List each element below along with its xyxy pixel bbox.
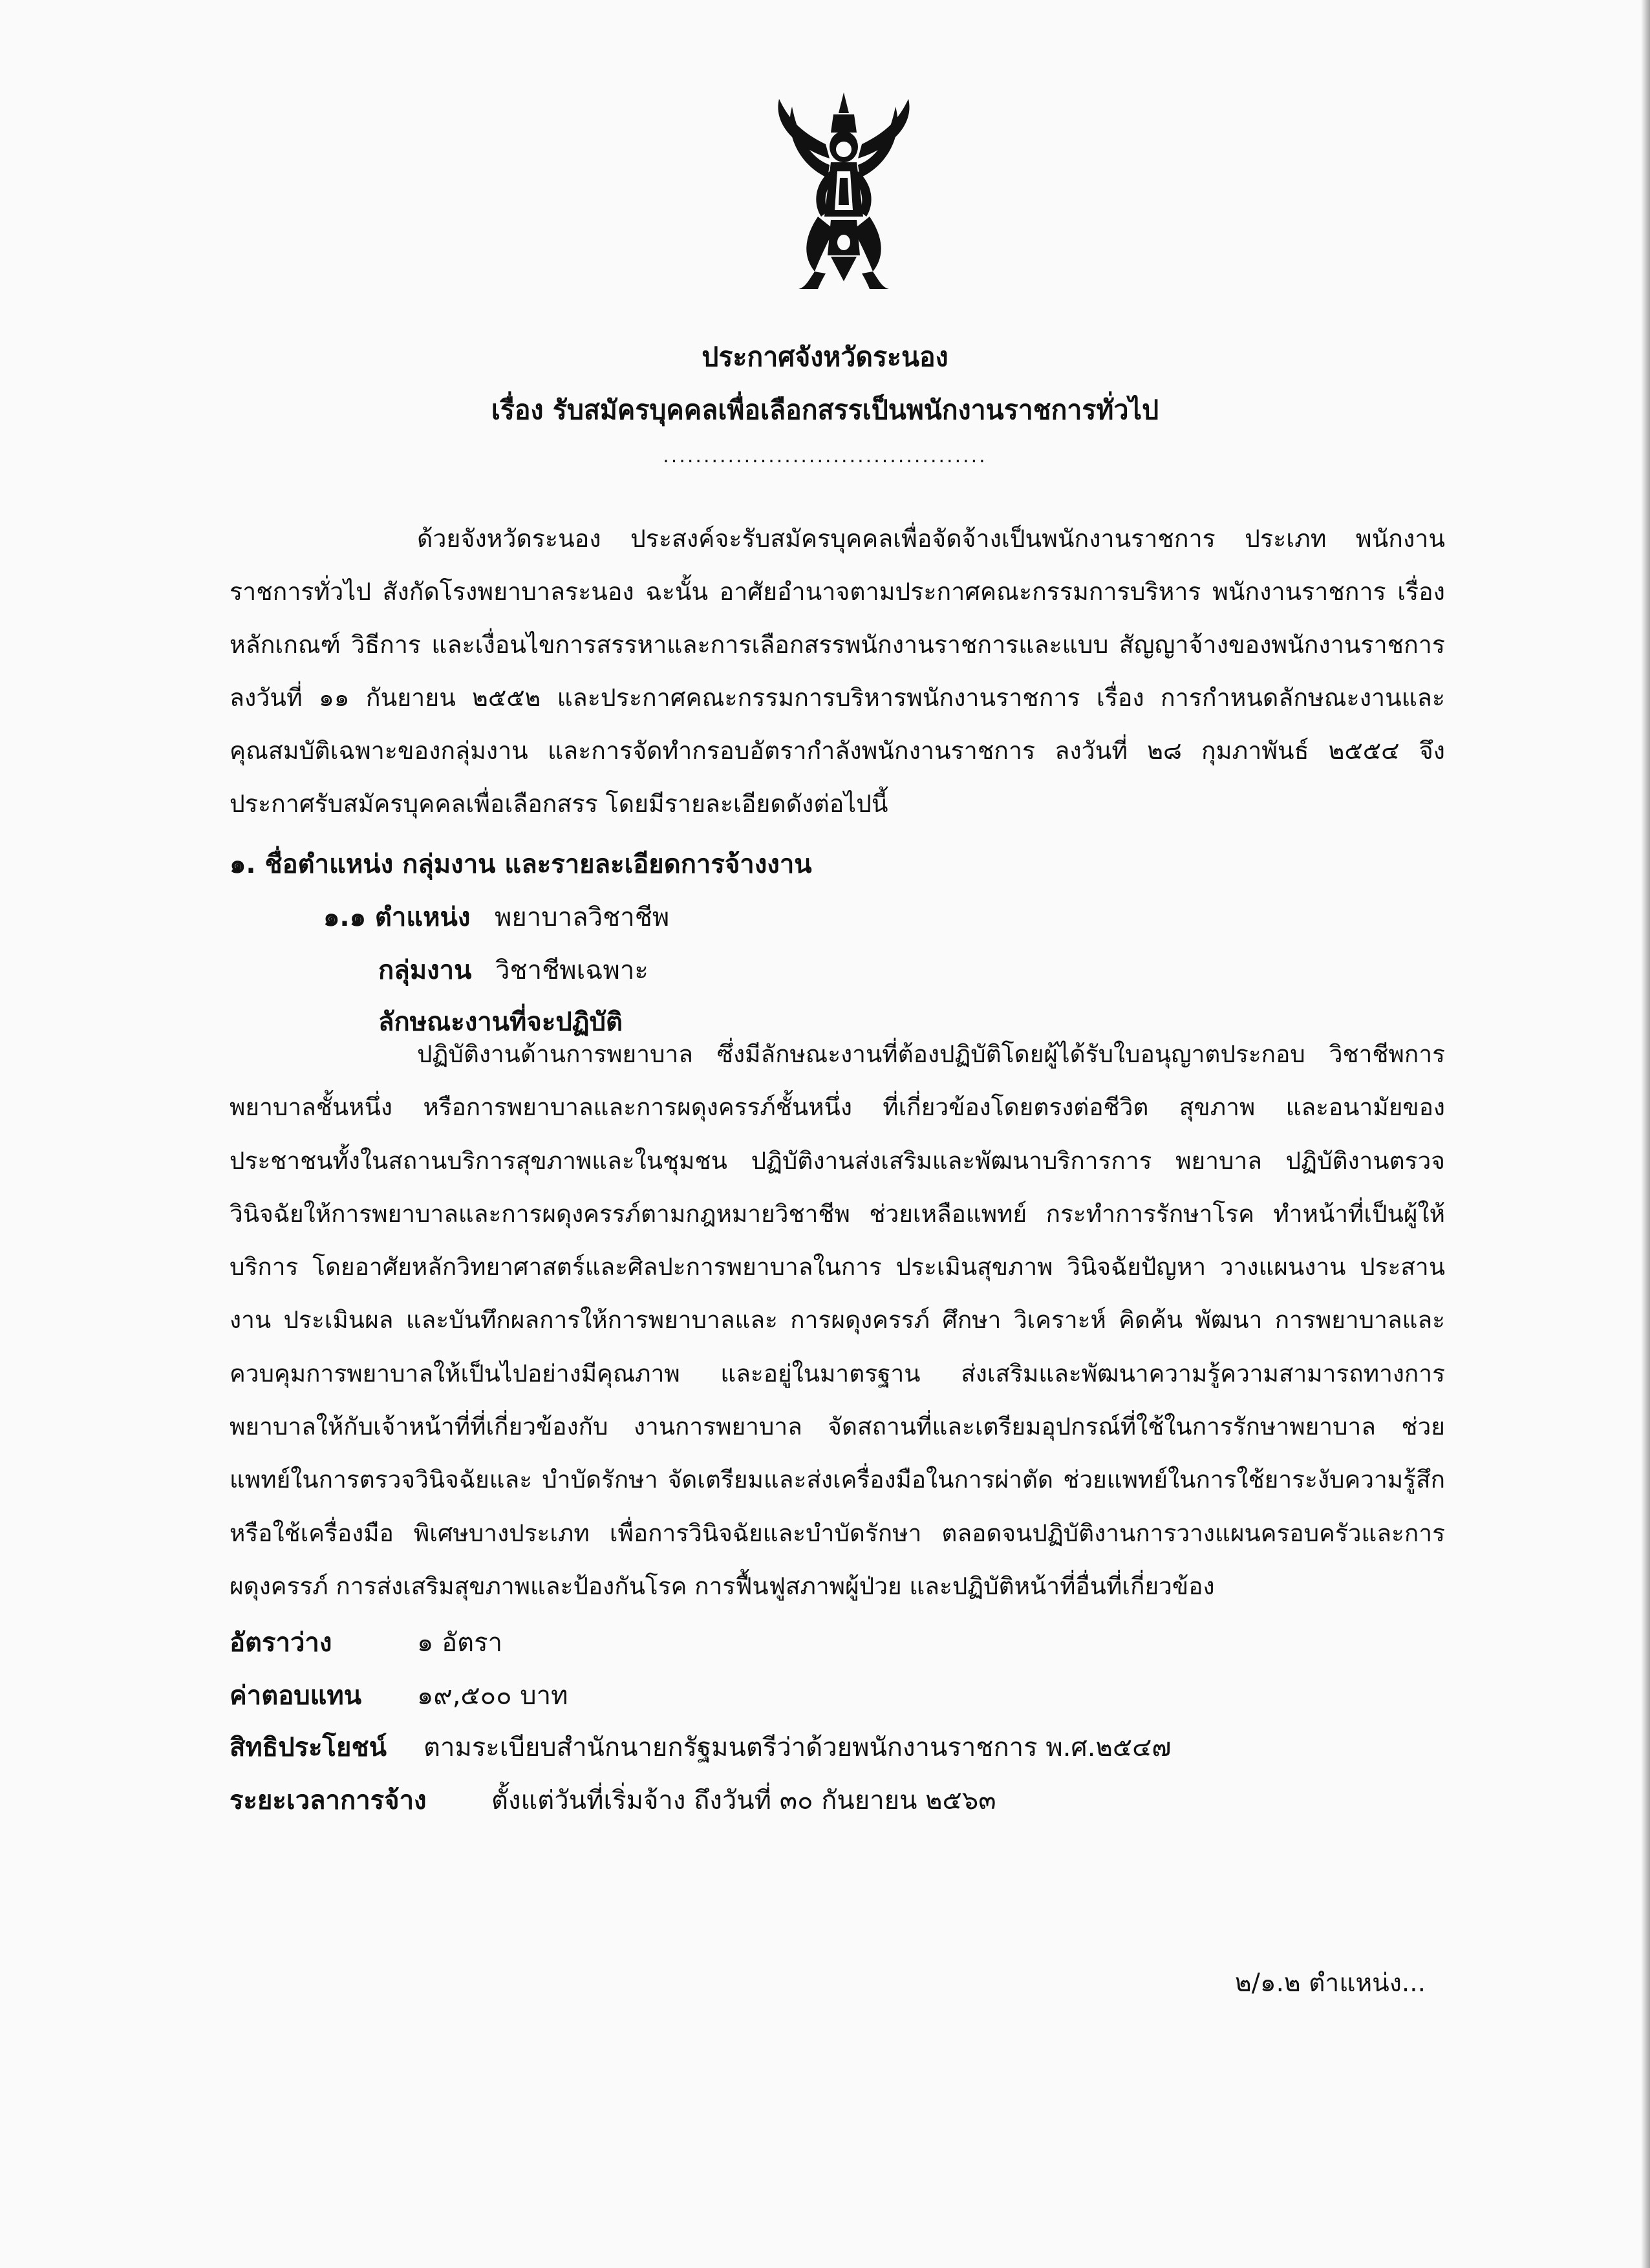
employment-period-value: ตั้งแต่วันที่เริ่มจ้าง ถึงวันที่ ๓๐ กันยายน ๒๕๖๓ <box>491 1786 996 1815</box>
continuation-note: ๒/๑.๒ ตำแหน่ง... <box>1235 1969 1426 1998</box>
garuda-emblem-icon <box>753 87 934 294</box>
job-nature-paragraph: ปฏิบัติงานด้านการพยาบาล ซึ่งมีลักษณะงานที่ต้องปฏิบัติโดยผู้ได้รับใบอนุญาตประกอบ วิชาชีพการพยาบาลชั้นหนึ่ง หรือการพยาบาลและการผดุงครรภ์ชั้นหนึ่ง ที่เกี่ยวข้องโดยตรงต่อชีวิต สุขภาพ และอนามัยของประชาชนทั้งในสถานบริการสุขภาพและในชุมชน ปฏิบัติงานส่งเสริมและพัฒนาบริการการ พยาบาล ปฏิบัติงานตรวจวินิจฉัยให้การพยาบาลและการผดุงครรภ์ตามกฎหมายวิชาชีพ ช่วยเหลือแพทย์ กระทำการรักษาโรค ทำหน้าที่เป็นผู้ให้บริการ โดยอาศัยหลักวิทยาศาสตร์และศิลปะการพยาบาลในการ ประเมินสุขภาพ วินิจฉัยปัญหา วางแผนงาน ประสานงาน ประเมินผล และบันทึกผลการให้การพยาบาลและ การผดุงครรภ์ ศึกษา วิเคราะห์ คิดค้น พัฒนา การพยาบาลและควบคุมการพยาบาลให้เป็นไปอย่างมีคุณภาพ และอยู่ในมาตรฐาน ส่งเสริมและพัฒนาความรู้ความสามารถทางการพยาบาลให้กับเจ้าหน้าที่ที่เกี่ยวข้องกับ งานการพยาบาล จัดสถานที่และเตรียมอุปกรณ์ที่ใช้ในการรักษาพยาบาล ช่วยแพทย์ในการตรวจวินิจฉัยและ บำบัดรักษา จัดเตรียมและส่งเครื่องมือในการผ่าตัด ช่วยแพทย์ในการใช้ยาระงับความรู้สึก หรือใช้เครื่องมือ พิเศษบางประเภท เพื่อการวินิจฉัยและบำบัดรักษา ตลอดจนปฏิบัติงานการวางแผนครอบครัวและการ ผดุงครรภ์ การส่งเสริมสุขภาพและป้องกันโรค การฟื้นฟูสภาพผู้ป่วย และปฏิบัติหน้าที่อื่นที่เกี่ยวข้อง <box>230 1040 1445 1600</box>
vacancy-row <box>230 1621 502 1663</box>
announcement-subject: เรื่อง รับสมัครบุคคลเพื่อเลือกสรรเป็นพนักงานราชการทั่วไป <box>491 394 1159 425</box>
benefit-label: สิทธิประโยชน์ <box>230 1733 387 1762</box>
position-label: ๑.๑ ตำแหน่ง <box>323 903 471 932</box>
employment-period-row <box>230 1779 996 1821</box>
employment-period-label: ระยะเวลาการจ้าง <box>230 1786 427 1815</box>
position-row <box>323 896 669 937</box>
benefit-value: ตามระเบียบสำนักนายกรัฐมนตรีว่าด้วยพนักงานราชการ พ.ศ.๒๕๔๗ <box>423 1733 1172 1762</box>
section-1-heading: ๑. ชื่อตำแหน่ง กลุ่มงาน และรายละเอียดการจ้างงาน <box>230 850 812 879</box>
announcement-title: ประกาศจังหวัดระนอง <box>702 341 948 372</box>
group-row <box>378 949 648 990</box>
title-separator: ........................................ <box>663 445 987 467</box>
benefit-row <box>230 1726 1172 1768</box>
intro-paragraph: ด้วยจังหวัดระนอง ประสงค์จะรับสมัครบุคคลเพื่อจัดจ้างเป็นพนักงานราชการ ประเภท พนักงานราชการทั่วไป สังกัดโรงพยาบาลระนอง ฉะนั้น อาศัยอำนาจตามประกาศคณะกรรมการบริหาร พนักงานราชการ เรื่อง หลักเกณฑ์ วิธีการ และเงื่อนไขการสรรหาและการเลือกสรรพนักงานราชการและแบบ สัญญาจ้างของพนักงานราชการ ลงวันที่ ๑๑ กันยายน ๒๕๕๒ และประกาศคณะกรรมการบริหารพนักงานราชการ เรื่อง การกำหนดลักษณะงานและคุณสมบัติเฉพาะของกลุ่มงาน และการจัดทำกรอบอัตรากำลังพนักงานราชการ ลงวันที่ ๒๘ กุมภาพันธ์ ๒๕๕๔ จึงประกาศรับสมัครบุคคลเพื่อเลือกสรร โดยมีรายละเอียดดังต่อไปนี้ <box>230 524 1445 818</box>
position-value: พยาบาลวิชาชีพ <box>495 903 670 932</box>
group-label: กลุ่มงาน <box>378 956 472 985</box>
vacancy-value: ๑ อัตรา <box>417 1628 503 1658</box>
job-nature-heading: ลักษณะงานที่จะปฏิบัติ <box>378 1007 623 1037</box>
salary-label: ค่าตอบแทน <box>230 1681 362 1711</box>
group-value: วิชาชีพเฉพาะ <box>495 956 648 985</box>
salary-value: ๑๙,๕๐๐ บาท <box>417 1681 568 1711</box>
salary-row <box>230 1674 568 1716</box>
vacancy-label: อัตราว่าง <box>230 1628 332 1658</box>
